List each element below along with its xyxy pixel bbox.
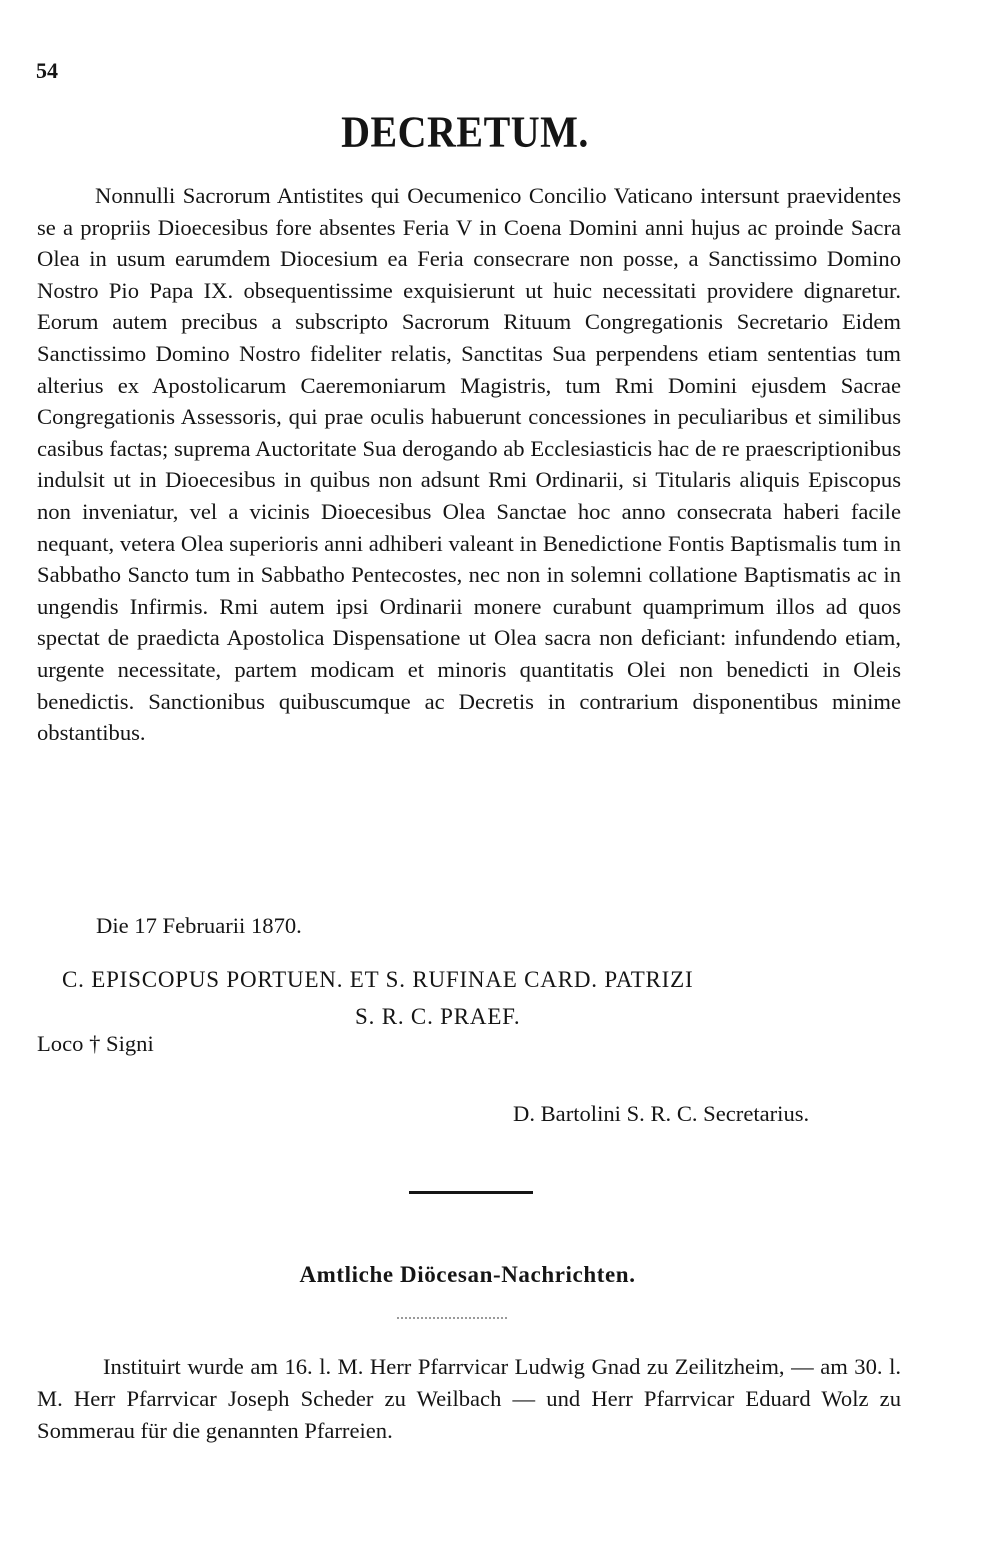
seal-place-note: Loco † Signi bbox=[37, 1031, 154, 1056]
diocesan-news-heading: Amtliche Diöcesan-Nachrichten. bbox=[299, 1262, 636, 1287]
decree-date: Die 17 Februarii 1870. bbox=[96, 913, 302, 938]
secretary-signature: D. Bartolini S. R. C. Secretarius. bbox=[513, 1101, 810, 1126]
diocesan-news-body: Instituirt wurde am 16. l. M. Herr Pfarrvicar Ludwig Gnad zu Zeilitzheim, — am 30. l. M. Herr Pfarrvicar Joseph Scheder zu Weilbach — und Herr Pfarrvicar Eduard Wolz zu Sommerau für die genannten Pfarreien. bbox=[37, 1354, 901, 1443]
signatory-title: S. R. C. PRAEF. bbox=[355, 1004, 521, 1029]
decree-body-text: Nonnulli Sacrorum Antistites qui Oecumenico Concilio Vaticano intersunt praevidentes se a propriis Dioecesibus fore absentes Feria V in Coena Domini anni hujus ac proinde Sacra Olea in usum earumdem Diocesium ea Feria consecrare non posse, a Sanctissimo Domino Nostro Pio Papa IX. obsequentissime exquisierunt ut huic necessitati providere dignaretur. Eorum autem precibus a subscripto Sacrorum Rituum Congregationis Secretario Eidem Sanctissimo Domino Nostro fideliter relatis, Sanctitas Sua perpendens etiam sententias tum alterius ex Apostolicarum Caeremoniarum Magistris, tum Rmi Domini ejusdem Sacrae Congregationis Assessoris, qui prae oculis habuerunt concessiones in peculiaribus et similibus casibus factas; suprema Auctoritate Sua derogando ab Ecclesiasticis hac de re praescriptionibus indulsit ut in Dioecesibus in quibus non adsunt Rmi Ordinarii, si Titularis aliquis Episcopus non inveniatur, vel a vicinis Dioecesibus Olea Sanctae hoc anno consecrata haberi facile nequant, vetera Olea superioris anni adhiberi valeant in Benedictione Fontis Baptismalis tum in Sabbatho Sancto tum in Sabbatho Pentecostes, nec non in solemni collatione Baptismatis ac in ungendis Infirmis. Rmi autem ipsi Ordinarii monere curabunt quamprimum illos ad quos spectat de praedicta Apostolica Dispensatione ut Olea sacra non deficiant: infundendo etiam, urgente necessitate, partem modicam et minoris quantitatis Olei non benedicti in Oleis benedictis. Sanctionibus quibuscumque ac Decretis in contrarium disponentibus minime obstantibus. bbox=[37, 183, 901, 746]
section-divider bbox=[409, 1191, 533, 1194]
ornament-rule bbox=[397, 1317, 507, 1321]
page-number: 54 bbox=[36, 58, 58, 83]
signatory-name: C. EPISCOPUS PORTUEN. ET S. RUFINAE CARD. PATRIZI bbox=[62, 967, 694, 992]
decree-title: DECRETUM. bbox=[341, 106, 589, 157]
